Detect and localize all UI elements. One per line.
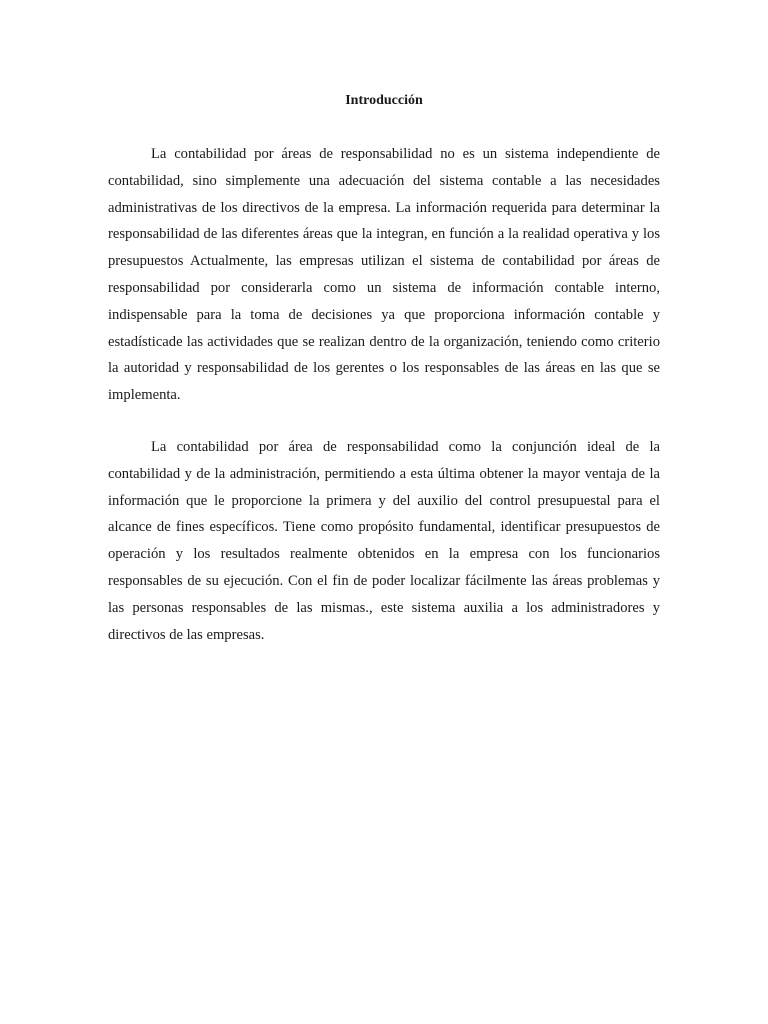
paragraph-1: La contabilidad por áreas de responsabilidad no es un sistema independiente de contabilidad, sino simplemente una adecuación del sistema contable a las necesidades administrativas de los directivos de la empresa. La información requerida para determinar la responsabilidad de las diferentes áreas que la integran, en función a la realidad operativa y los presupuestos Actualmente, las empresas utilizan el sistema de contabilidad por áreas de responsabilidad por considerarla como un sistema de información contable interno, indispensable para la toma de decisiones ya que proporciona información contable y estadísticade las actividades que se realizan dentro de la organización, teniendo como criterio la autoridad y responsabilidad de los gerentes o los responsables de las áreas en las que se implementa. — [108, 146, 660, 404]
document-title: Introducción — [345, 93, 423, 108]
paragraph-2: La contabilidad por área de responsabilidad como la conjunción ideal de la contabilidad y de la administración, permitiendo a esta última obtener la mayor ventaja de la información que le proporcione la primera y del auxilio del control presupuestal para el alcance de fines específicos. Tiene como propósito fundamental, identificar presupuestos de operación y los resultados realmente obtenidos en la empresa con los funcionarios responsables de su ejecución. Con el fin de poder localizar fácilmente las áreas problemas y las personas responsables de las mismas., este sistema auxilia a los administradores y directivos de las empresas. — [108, 439, 660, 643]
